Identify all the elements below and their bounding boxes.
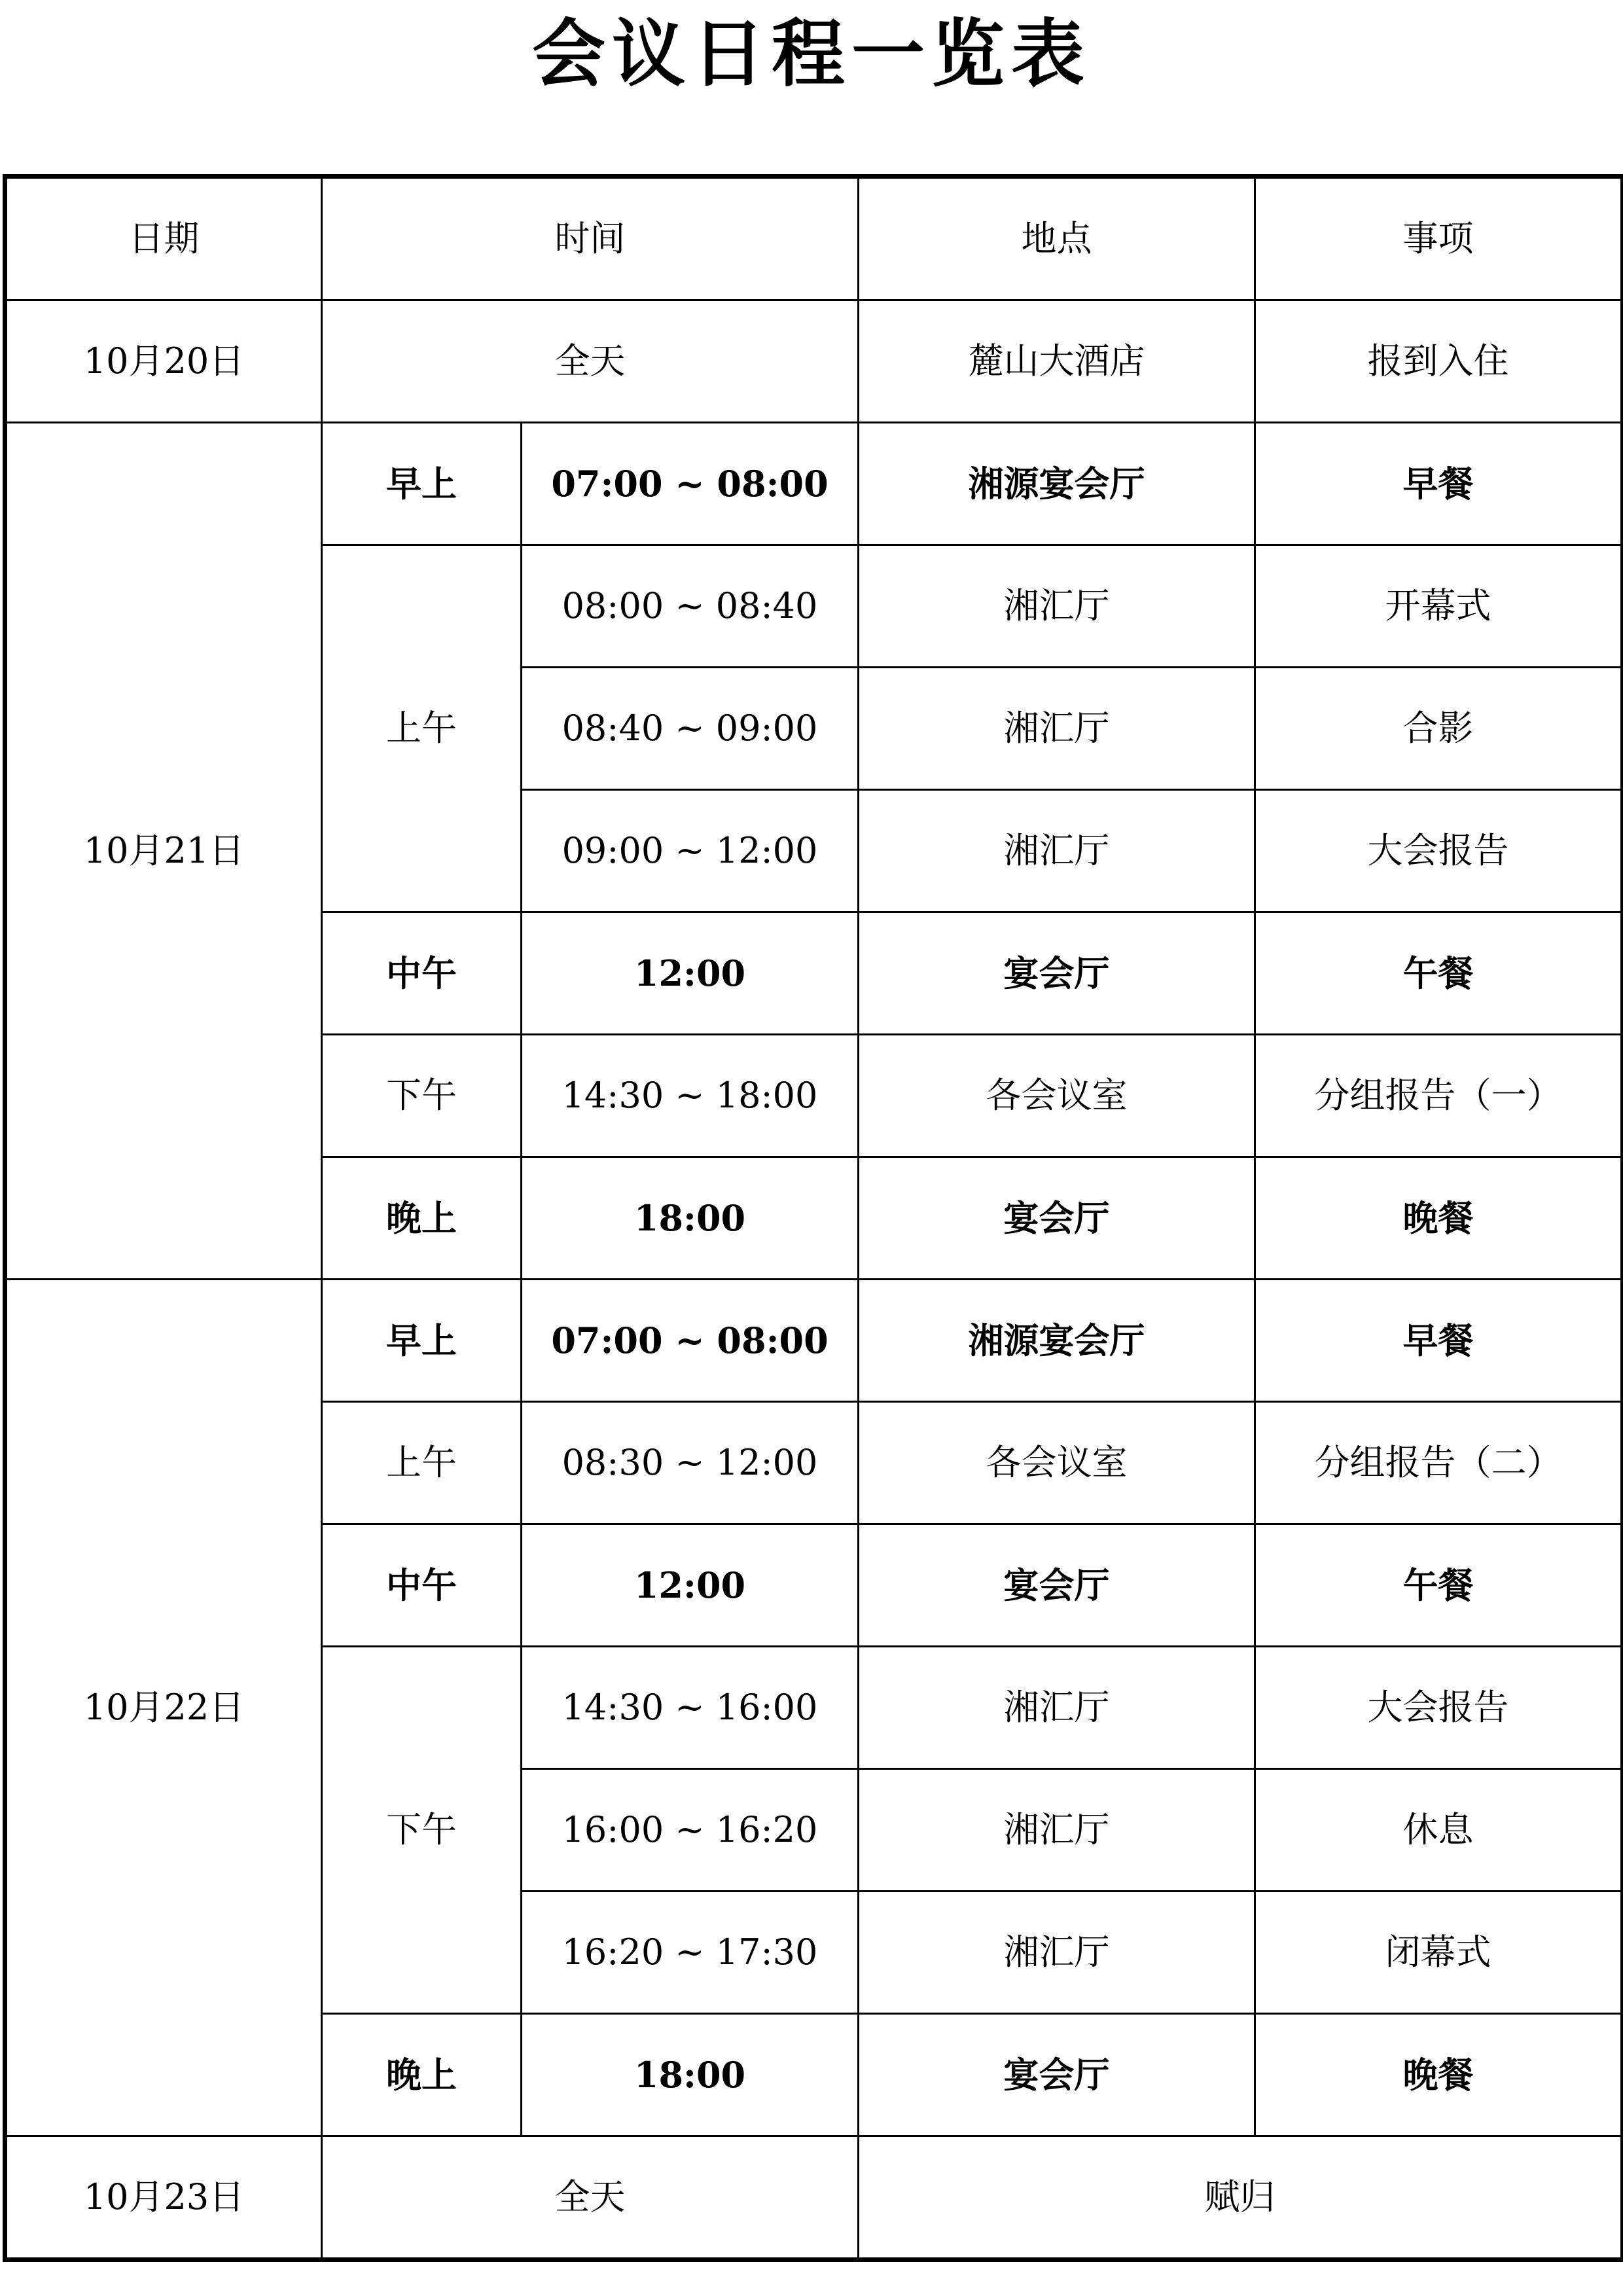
- item-cell: 报到入住: [1255, 300, 1623, 423]
- item-cell: 大会报告: [1255, 1647, 1623, 1769]
- time-cell: 08:40 ~ 09:00: [522, 668, 859, 790]
- item-cell: 开幕式: [1255, 545, 1623, 668]
- time-cell: 09:00 ~ 12:00: [522, 790, 859, 912]
- date-cell: 10月20日: [5, 300, 322, 423]
- place-cell: 宴会厅: [859, 1524, 1255, 1647]
- page-title: 会议日程一览表: [532, 11, 1091, 97]
- time-cell: 全天: [322, 2136, 859, 2260]
- period-cell: 中午: [322, 912, 522, 1035]
- item-cell: 休息: [1255, 1769, 1623, 1892]
- place-cell: 各会议室: [859, 1402, 1255, 1524]
- table-row: [5, 423, 1623, 545]
- place-cell: 宴会厅: [859, 1157, 1255, 1280]
- item-cell: 早餐: [1255, 423, 1623, 545]
- item-cell: 大会报告: [1255, 790, 1623, 912]
- item-cell: 闭幕式: [1255, 1892, 1623, 2014]
- item-cell: 午餐: [1255, 912, 1623, 1035]
- item-cell: 晚餐: [1255, 1157, 1623, 1280]
- period-cell: 早上: [322, 1280, 522, 1402]
- place-cell: 湘汇厅: [859, 1892, 1255, 2014]
- time-cell: 16:00 ~ 16:20: [522, 1769, 859, 1892]
- period-cell: 晚上: [322, 2014, 522, 2136]
- time-cell: 08:00 ~ 08:40: [522, 545, 859, 668]
- place-cell: 湘汇厅: [859, 668, 1255, 790]
- header-date: 日期: [5, 177, 322, 300]
- header-row: [5, 177, 1623, 300]
- time-cell: 12:00: [522, 1524, 859, 1647]
- place-cell: 湘汇厅: [859, 1647, 1255, 1769]
- item-cell: 合影: [1255, 668, 1623, 790]
- place-cell: 宴会厅: [859, 2014, 1255, 2136]
- date-cell: 10月23日: [5, 2136, 322, 2260]
- period-cell: 中午: [322, 1524, 522, 1647]
- place-cell: 各会议室: [859, 1035, 1255, 1157]
- period-cell: 下午: [322, 1647, 522, 2014]
- schedule-table: [3, 174, 1623, 2262]
- place-cell: 麓山大酒店: [859, 300, 1255, 423]
- period-cell: 晚上: [322, 1157, 522, 1280]
- time-cell: 16:20 ~ 17:30: [522, 1892, 859, 2014]
- item-cell: 分组报告（一）: [1255, 1035, 1623, 1157]
- table-row: [5, 2136, 1623, 2260]
- time-cell: 全天: [322, 300, 859, 423]
- period-cell: 下午: [322, 1035, 522, 1157]
- time-cell: 07:00 ~ 08:00: [522, 1280, 859, 1402]
- time-cell: 14:30 ~ 18:00: [522, 1035, 859, 1157]
- item-cell: 午餐: [1255, 1524, 1623, 1647]
- place-cell: 湘汇厅: [859, 545, 1255, 668]
- time-cell: 08:30 ~ 12:00: [522, 1402, 859, 1524]
- time-cell: 14:30 ~ 16:00: [522, 1647, 859, 1769]
- place-cell: 湘源宴会厅: [859, 1280, 1255, 1402]
- date-cell: 10月22日: [5, 1280, 322, 2136]
- item-cell: 分组报告（二）: [1255, 1402, 1623, 1524]
- header-time: 时间: [322, 177, 859, 300]
- place-cell: 湘源宴会厅: [859, 423, 1255, 545]
- time-cell: 07:00 ~ 08:00: [522, 423, 859, 545]
- time-cell: 18:00: [522, 2014, 859, 2136]
- place-item-cell: 赋归: [859, 2136, 1623, 2260]
- period-cell: 早上: [322, 423, 522, 545]
- period-cell: 上午: [322, 1402, 522, 1524]
- place-cell: 湘汇厅: [859, 790, 1255, 912]
- time-cell: 18:00: [522, 1157, 859, 1280]
- place-cell: 宴会厅: [859, 912, 1255, 1035]
- item-cell: 早餐: [1255, 1280, 1623, 1402]
- place-cell: 湘汇厅: [859, 1769, 1255, 1892]
- date-cell: 10月21日: [5, 423, 322, 1280]
- table-row: [5, 300, 1623, 423]
- header-item: 事项: [1255, 177, 1623, 300]
- item-cell: 晚餐: [1255, 2014, 1623, 2136]
- header-place: 地点: [859, 177, 1255, 300]
- period-cell: 上午: [322, 545, 522, 912]
- time-cell: 12:00: [522, 912, 859, 1035]
- table-row: [5, 1280, 1623, 1402]
